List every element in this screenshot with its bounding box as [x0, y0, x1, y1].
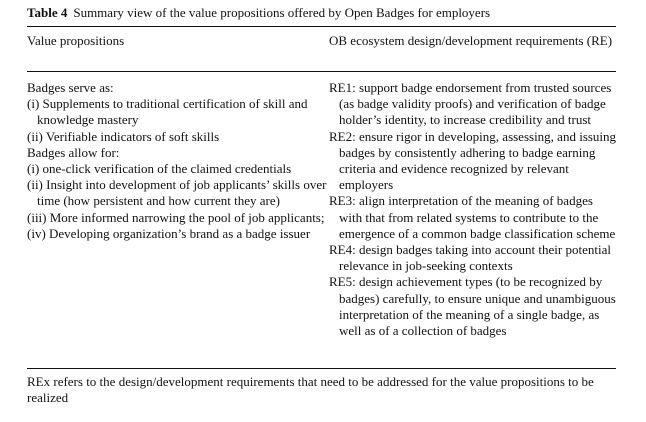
- column-header-requirements: OB ecosystem design/development requirements (RE): [329, 33, 613, 48]
- column-header-value-propositions: Value propositions: [27, 33, 125, 48]
- value-proposition-item: (iii) More informed narrowing the pool of job applicants;: [27, 209, 325, 225]
- value-proposition-item: (ii) Verifiable indicators of soft skills: [27, 128, 220, 144]
- requirement-item-re4: RE4: design badges taking into account their potential relevance in job-seeking contexts: [329, 242, 611, 274]
- requirement-item-re3: RE3: align interpretation of the meaning of badges with that from related systems to contribute to the emergence of a common badge classification scheme: [329, 193, 616, 241]
- requirements-column: [329, 80, 619, 339]
- requirement-item-re1: RE1: support badge endorsement from trusted sources (as badge validity proofs) and verification of badge holder’s identity, to increase credibility and trust: [329, 80, 612, 128]
- table-bottom-rule: [27, 368, 616, 369]
- table-caption-text: Summary view of the value propositions offered by Open Badges for employers: [73, 5, 491, 20]
- table-caption-label: Table 4: [27, 5, 68, 20]
- requirement-item-re5: RE5: design achievement types (to be recognized by badges) carefully, to ensure unique and unambiguous interpretation of the meaning of a single badge, as well as of a collection of badges: [329, 274, 616, 339]
- value-proposition-item: (iv) Developing organization’s brand as a badge issuer: [27, 225, 311, 241]
- value-proposition-item: Badges serve as:: [27, 80, 114, 95]
- table-footnote: REx refers to the design/development requirements that need to be addressed for the value propositions to be realized: [27, 374, 594, 405]
- value-proposition-item: Badges allow for:: [27, 144, 120, 160]
- table-top-rule: [27, 26, 616, 27]
- table-caption: [27, 5, 490, 21]
- value-proposition-item: (i) Supplements to traditional certification of skill and knowledge mastery: [27, 96, 308, 128]
- value-propositions-column: [27, 80, 327, 242]
- value-proposition-item: (ii) Insight into development of job applicants’ skills over time (how persistent and how current they are): [27, 177, 327, 209]
- table-header-rule: [27, 71, 616, 72]
- requirement-item-re2: RE2: ensure rigor in developing, assessing, and issuing badges by consistently adhering to badge earning criteria and evidence recognized by relevant employers: [329, 128, 617, 193]
- value-proposition-item: (i) one-click verification of the claimed credentials: [27, 161, 292, 177]
